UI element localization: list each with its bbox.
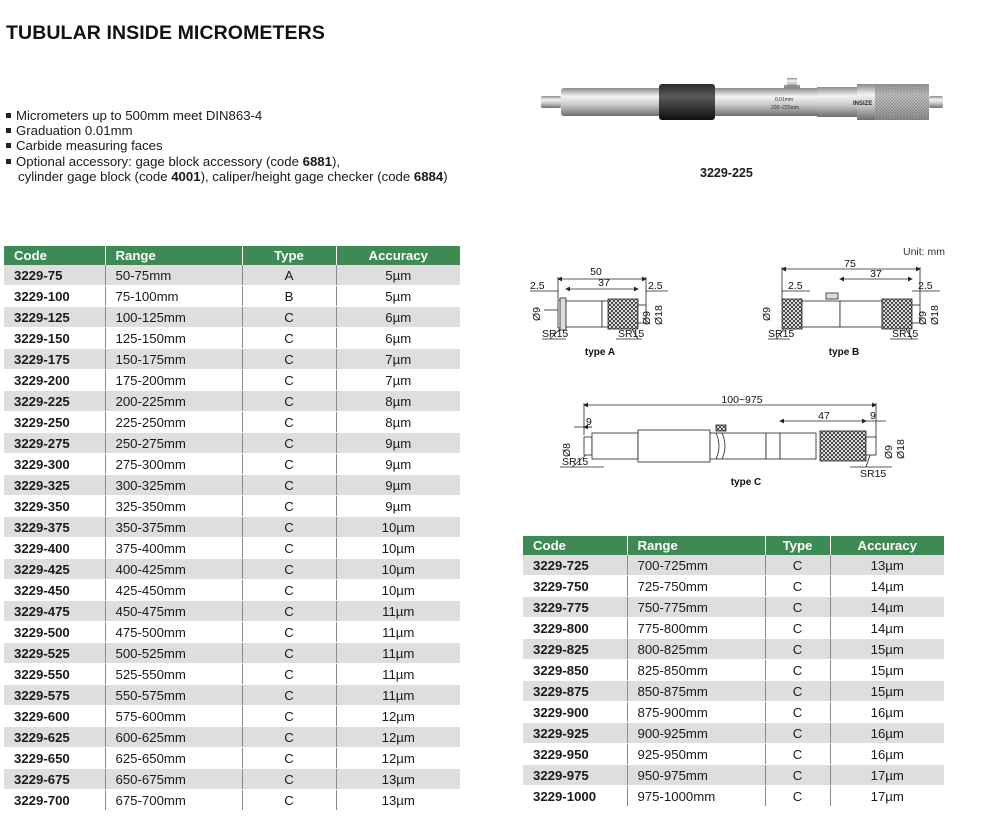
cell-range: 500-525mm (105, 643, 242, 664)
cell-range: 100-125mm (105, 307, 242, 328)
cell-code: 3229-425 (4, 559, 105, 580)
cell-range: 50-75mm (105, 265, 242, 286)
table-row (523, 765, 944, 786)
cell-range: 400-425mm (105, 559, 242, 580)
col-header-code: Code (523, 536, 627, 555)
cell-type: C (242, 475, 336, 496)
spec-table-1 (4, 246, 460, 811)
cell-type: A (242, 265, 336, 286)
type-b-right: 2.5 (918, 280, 933, 292)
cell-type: C (242, 454, 336, 475)
cell-range: 900-925mm (627, 723, 765, 744)
cell-code: 3229-575 (4, 685, 105, 706)
cell-range: 350-375mm (105, 517, 242, 538)
cell-code: 3229-725 (523, 555, 627, 576)
cell-accuracy: 8µm (336, 391, 460, 412)
cell-type: C (765, 555, 830, 576)
type-b-dia-right2: Ø18 (929, 305, 941, 325)
cell-accuracy: 13µm (336, 769, 460, 790)
table-row (4, 391, 460, 412)
table-row (4, 727, 460, 748)
feature-item: Graduation 0.01mm (5, 123, 448, 138)
table-row (523, 744, 944, 765)
cell-range: 675-700mm (105, 790, 242, 811)
cell-range: 200-225mm (105, 391, 242, 412)
cell-type: C (242, 748, 336, 769)
cell-range: 850-875mm (627, 681, 765, 702)
photo-scale-text: 200~225mm (771, 105, 799, 111)
cell-code: 3229-475 (4, 601, 105, 622)
cell-accuracy: 16µm (830, 702, 944, 723)
cell-range: 550-575mm (105, 685, 242, 706)
type-c-drawing (560, 403, 892, 467)
cell-accuracy: 12µm (336, 748, 460, 769)
cell-accuracy: 6µm (336, 328, 460, 349)
cell-accuracy: 10µm (336, 580, 460, 601)
cell-type: C (765, 765, 830, 786)
table-row (4, 454, 460, 475)
type-c-dia-right1: Ø9 (883, 444, 895, 459)
cell-code: 3229-875 (523, 681, 627, 702)
unit-label: Unit: mm (903, 246, 945, 258)
col-header-code: Code (4, 246, 105, 265)
type-a-sr-right: SR15 (618, 328, 645, 340)
table-row (4, 538, 460, 559)
cell-range: 775-800mm (627, 618, 765, 639)
type-a-mid: 37 (598, 277, 610, 289)
cell-type: C (242, 580, 336, 601)
cell-accuracy: 5µm (336, 286, 460, 307)
cell-code: 3229-850 (523, 660, 627, 681)
table-row (523, 618, 944, 639)
table-row (523, 723, 944, 744)
cell-accuracy: 14µm (830, 618, 944, 639)
type-b-mid: 37 (870, 268, 882, 280)
cell-code: 3229-900 (523, 702, 627, 723)
cell-code: 3229-975 (523, 765, 627, 786)
type-c-total: 100~975 (721, 394, 763, 406)
cell-code: 3229-500 (4, 622, 105, 643)
table-row (4, 580, 460, 601)
cell-code: 3229-825 (523, 639, 627, 660)
table-row (523, 681, 944, 702)
table-row (4, 748, 460, 769)
table-row (4, 370, 460, 391)
cell-accuracy: 15µm (830, 660, 944, 681)
photo-brand-logo: INSIZE (853, 101, 873, 107)
type-a-sr-left: SR15 (542, 328, 569, 340)
cell-type: C (242, 643, 336, 664)
cell-code: 3229-775 (523, 597, 627, 618)
type-a-right: 2.5 (648, 280, 663, 292)
cell-code: 3229-450 (4, 580, 105, 601)
cell-accuracy: 8µm (336, 412, 460, 433)
col-header-type: Type (242, 246, 336, 265)
type-b-dia-right1: Ø9 (917, 310, 929, 325)
cell-range: 700-725mm (627, 555, 765, 576)
table-row (4, 286, 460, 307)
cell-range: 425-450mm (105, 580, 242, 601)
cell-accuracy: 17µm (830, 786, 944, 807)
col-header-accuracy: Accuracy (336, 246, 460, 265)
type-b-sr-right: SR15 (892, 328, 919, 340)
cell-code: 3229-225 (4, 391, 105, 412)
table-header-row (4, 246, 460, 265)
cell-range: 600-625mm (105, 727, 242, 748)
cell-code: 3229-75 (4, 265, 105, 286)
cell-code: 3229-550 (4, 664, 105, 685)
cell-range: 625-650mm (105, 748, 242, 769)
type-a-dia-left: Ø9 (531, 306, 543, 321)
cell-type: C (242, 790, 336, 811)
col-header-range: Range (627, 536, 765, 555)
feature-item: Optional accessory: gage block accessory (code 6881), (5, 154, 448, 169)
cell-type: C (765, 660, 830, 681)
cell-accuracy: 6µm (336, 307, 460, 328)
table-row (523, 660, 944, 681)
cell-accuracy: 15µm (830, 681, 944, 702)
cell-range: 175-200mm (105, 370, 242, 391)
cell-range: 125-150mm (105, 328, 242, 349)
cell-range: 275-300mm (105, 454, 242, 475)
cell-code: 3229-375 (4, 517, 105, 538)
col-header-accuracy: Accuracy (830, 536, 944, 555)
cell-type: C (242, 727, 336, 748)
cell-accuracy: 11µm (336, 643, 460, 664)
cell-range: 450-475mm (105, 601, 242, 622)
cell-code: 3229-525 (4, 643, 105, 664)
cell-type: C (242, 412, 336, 433)
cell-range: 875-900mm (627, 702, 765, 723)
cell-range: 800-825mm (627, 639, 765, 660)
cell-type: C (765, 618, 830, 639)
cell-type: C (765, 576, 830, 597)
cell-accuracy: 13µm (830, 555, 944, 576)
cell-code: 3229-100 (4, 286, 105, 307)
cell-type: C (242, 307, 336, 328)
table-row (4, 307, 460, 328)
cell-range: 925-950mm (627, 744, 765, 765)
cell-code: 3229-750 (523, 576, 627, 597)
cell-code: 3229-325 (4, 475, 105, 496)
type-c-dia-right2: Ø18 (895, 439, 907, 459)
table-row (4, 601, 460, 622)
cell-accuracy: 9µm (336, 496, 460, 517)
table-row (4, 517, 460, 538)
cell-code: 3229-700 (4, 790, 105, 811)
type-c-sr-right: SR15 (860, 468, 887, 480)
dimension-drawings (520, 255, 960, 495)
col-header-type: Type (765, 536, 830, 555)
feature-item: Micrometers up to 500mm meet DIN863-4 (5, 108, 448, 123)
cell-accuracy: 14µm (830, 576, 944, 597)
cell-code: 3229-925 (523, 723, 627, 744)
cell-code: 3229-950 (523, 744, 627, 765)
cell-code: 3229-625 (4, 727, 105, 748)
cell-type: C (242, 328, 336, 349)
cell-range: 575-600mm (105, 706, 242, 727)
table-row (4, 622, 460, 643)
spec-table-2 (523, 536, 944, 807)
type-b-total: 75 (844, 258, 856, 270)
table-row (523, 555, 944, 576)
table-row (523, 576, 944, 597)
cell-type: C (765, 681, 830, 702)
cell-range: 650-675mm (105, 769, 242, 790)
cell-accuracy: 17µm (830, 765, 944, 786)
cell-accuracy: 11µm (336, 622, 460, 643)
cell-accuracy: 16µm (830, 723, 944, 744)
cell-range: 725-750mm (627, 576, 765, 597)
table-row (4, 559, 460, 580)
cell-accuracy: 15µm (830, 639, 944, 660)
type-c-dia-left: Ø8 (561, 442, 573, 457)
cell-type: C (765, 723, 830, 744)
cell-type: C (765, 786, 830, 807)
cell-code: 3229-650 (4, 748, 105, 769)
table-row (4, 433, 460, 454)
type-c-mid: 47 (818, 410, 830, 422)
cell-accuracy: 5µm (336, 265, 460, 286)
cell-code: 3229-250 (4, 412, 105, 433)
type-b-sr-left: SR15 (768, 328, 795, 340)
cell-type: C (242, 433, 336, 454)
table-row (523, 639, 944, 660)
type-a-label: type A (584, 347, 616, 358)
cell-accuracy: 16µm (830, 744, 944, 765)
cell-range: 375-400mm (105, 538, 242, 559)
cell-type: C (242, 622, 336, 643)
cell-accuracy: 10µm (336, 559, 460, 580)
cell-code: 3229-175 (4, 349, 105, 370)
table-row (4, 769, 460, 790)
type-b-dia-left: Ø9 (761, 306, 773, 321)
cell-type: C (242, 370, 336, 391)
cell-code: 3229-150 (4, 328, 105, 349)
cell-range: 250-275mm (105, 433, 242, 454)
table-row (523, 702, 944, 723)
cell-code: 3229-800 (523, 618, 627, 639)
type-a-dia-right1: Ø9 (641, 310, 653, 325)
cell-code: 3229-350 (4, 496, 105, 517)
cell-type: C (242, 559, 336, 580)
type-c-right: 9 (870, 410, 876, 422)
table-header-row (523, 536, 944, 555)
cell-type: C (242, 349, 336, 370)
type-b-left: 2.5 (788, 280, 803, 292)
type-c-label: type C (730, 477, 762, 488)
table-row (4, 685, 460, 706)
cell-accuracy: 7µm (336, 370, 460, 391)
cell-range: 225-250mm (105, 412, 242, 433)
cell-accuracy: 9µm (336, 475, 460, 496)
cell-type: C (242, 685, 336, 706)
cell-accuracy: 10µm (336, 538, 460, 559)
table-row (4, 706, 460, 727)
cell-code: 3229-275 (4, 433, 105, 454)
cell-range: 75-100mm (105, 286, 242, 307)
cell-accuracy: 9µm (336, 454, 460, 475)
cell-type: C (242, 706, 336, 727)
cell-accuracy: 14µm (830, 597, 944, 618)
feature-item-continued: cylinder gage block (code 4001), caliper/height gage checker (code 6884) (18, 168, 448, 184)
cell-code: 3229-125 (4, 307, 105, 328)
cell-range: 300-325mm (105, 475, 242, 496)
cell-code: 3229-200 (4, 370, 105, 391)
cell-range: 950-975mm (627, 765, 765, 786)
cell-accuracy: 11µm (336, 664, 460, 685)
cell-code: 3229-400 (4, 538, 105, 559)
type-c-left: 9 (586, 416, 592, 428)
table-row (4, 412, 460, 433)
type-b-label: type B (828, 347, 860, 358)
cell-accuracy: 12µm (336, 706, 460, 727)
photo-caption: 3229-225 (700, 166, 753, 180)
cell-accuracy: 11µm (336, 685, 460, 706)
table-row (4, 790, 460, 811)
table-row (4, 664, 460, 685)
cell-code: 3229-300 (4, 454, 105, 475)
cell-type: C (765, 639, 830, 660)
cell-accuracy: 12µm (336, 727, 460, 748)
feature-list (5, 108, 448, 184)
cell-range: 475-500mm (105, 622, 242, 643)
cell-type: C (765, 702, 830, 723)
cell-accuracy: 13µm (336, 790, 460, 811)
cell-type: C (765, 597, 830, 618)
cell-accuracy: 7µm (336, 349, 460, 370)
table-row (4, 265, 460, 286)
photo-scale-text: 0.01mm (775, 97, 794, 103)
cell-type: C (242, 664, 336, 685)
cell-range: 825-850mm (627, 660, 765, 681)
cell-type: C (765, 744, 830, 765)
cell-type: C (242, 391, 336, 412)
cell-type: C (242, 769, 336, 790)
cell-type: C (242, 601, 336, 622)
type-a-left: 2.5 (530, 280, 545, 292)
page-title: TUBULAR INSIDE MICROMETERS (6, 22, 325, 44)
feature-item: Carbide measuring faces (5, 138, 448, 153)
table-row (523, 597, 944, 618)
cell-range: 325-350mm (105, 496, 242, 517)
col-header-range: Range (105, 246, 242, 265)
cell-type: C (242, 496, 336, 517)
type-a-dia-right2: Ø18 (653, 305, 665, 325)
cell-code: 3229-600 (4, 706, 105, 727)
cell-range: 525-550mm (105, 664, 242, 685)
cell-code: 3229-675 (4, 769, 105, 790)
cell-accuracy: 10µm (336, 517, 460, 538)
cell-type: C (242, 538, 336, 559)
cell-accuracy: 9µm (336, 433, 460, 454)
type-a-total: 50 (590, 266, 602, 278)
cell-type: B (242, 286, 336, 307)
table-row (4, 496, 460, 517)
cell-range: 750-775mm (627, 597, 765, 618)
micrometer-photo (535, 74, 945, 134)
type-c-sr-left: SR15 (562, 456, 589, 468)
cell-range: 975-1000mm (627, 786, 765, 807)
table-row (4, 349, 460, 370)
cell-range: 150-175mm (105, 349, 242, 370)
cell-code: 3229-1000 (523, 786, 627, 807)
cell-accuracy: 11µm (336, 601, 460, 622)
table-row (4, 643, 460, 664)
table-row (4, 475, 460, 496)
cell-type: C (242, 517, 336, 538)
table-row (523, 786, 944, 807)
table-row (4, 328, 460, 349)
